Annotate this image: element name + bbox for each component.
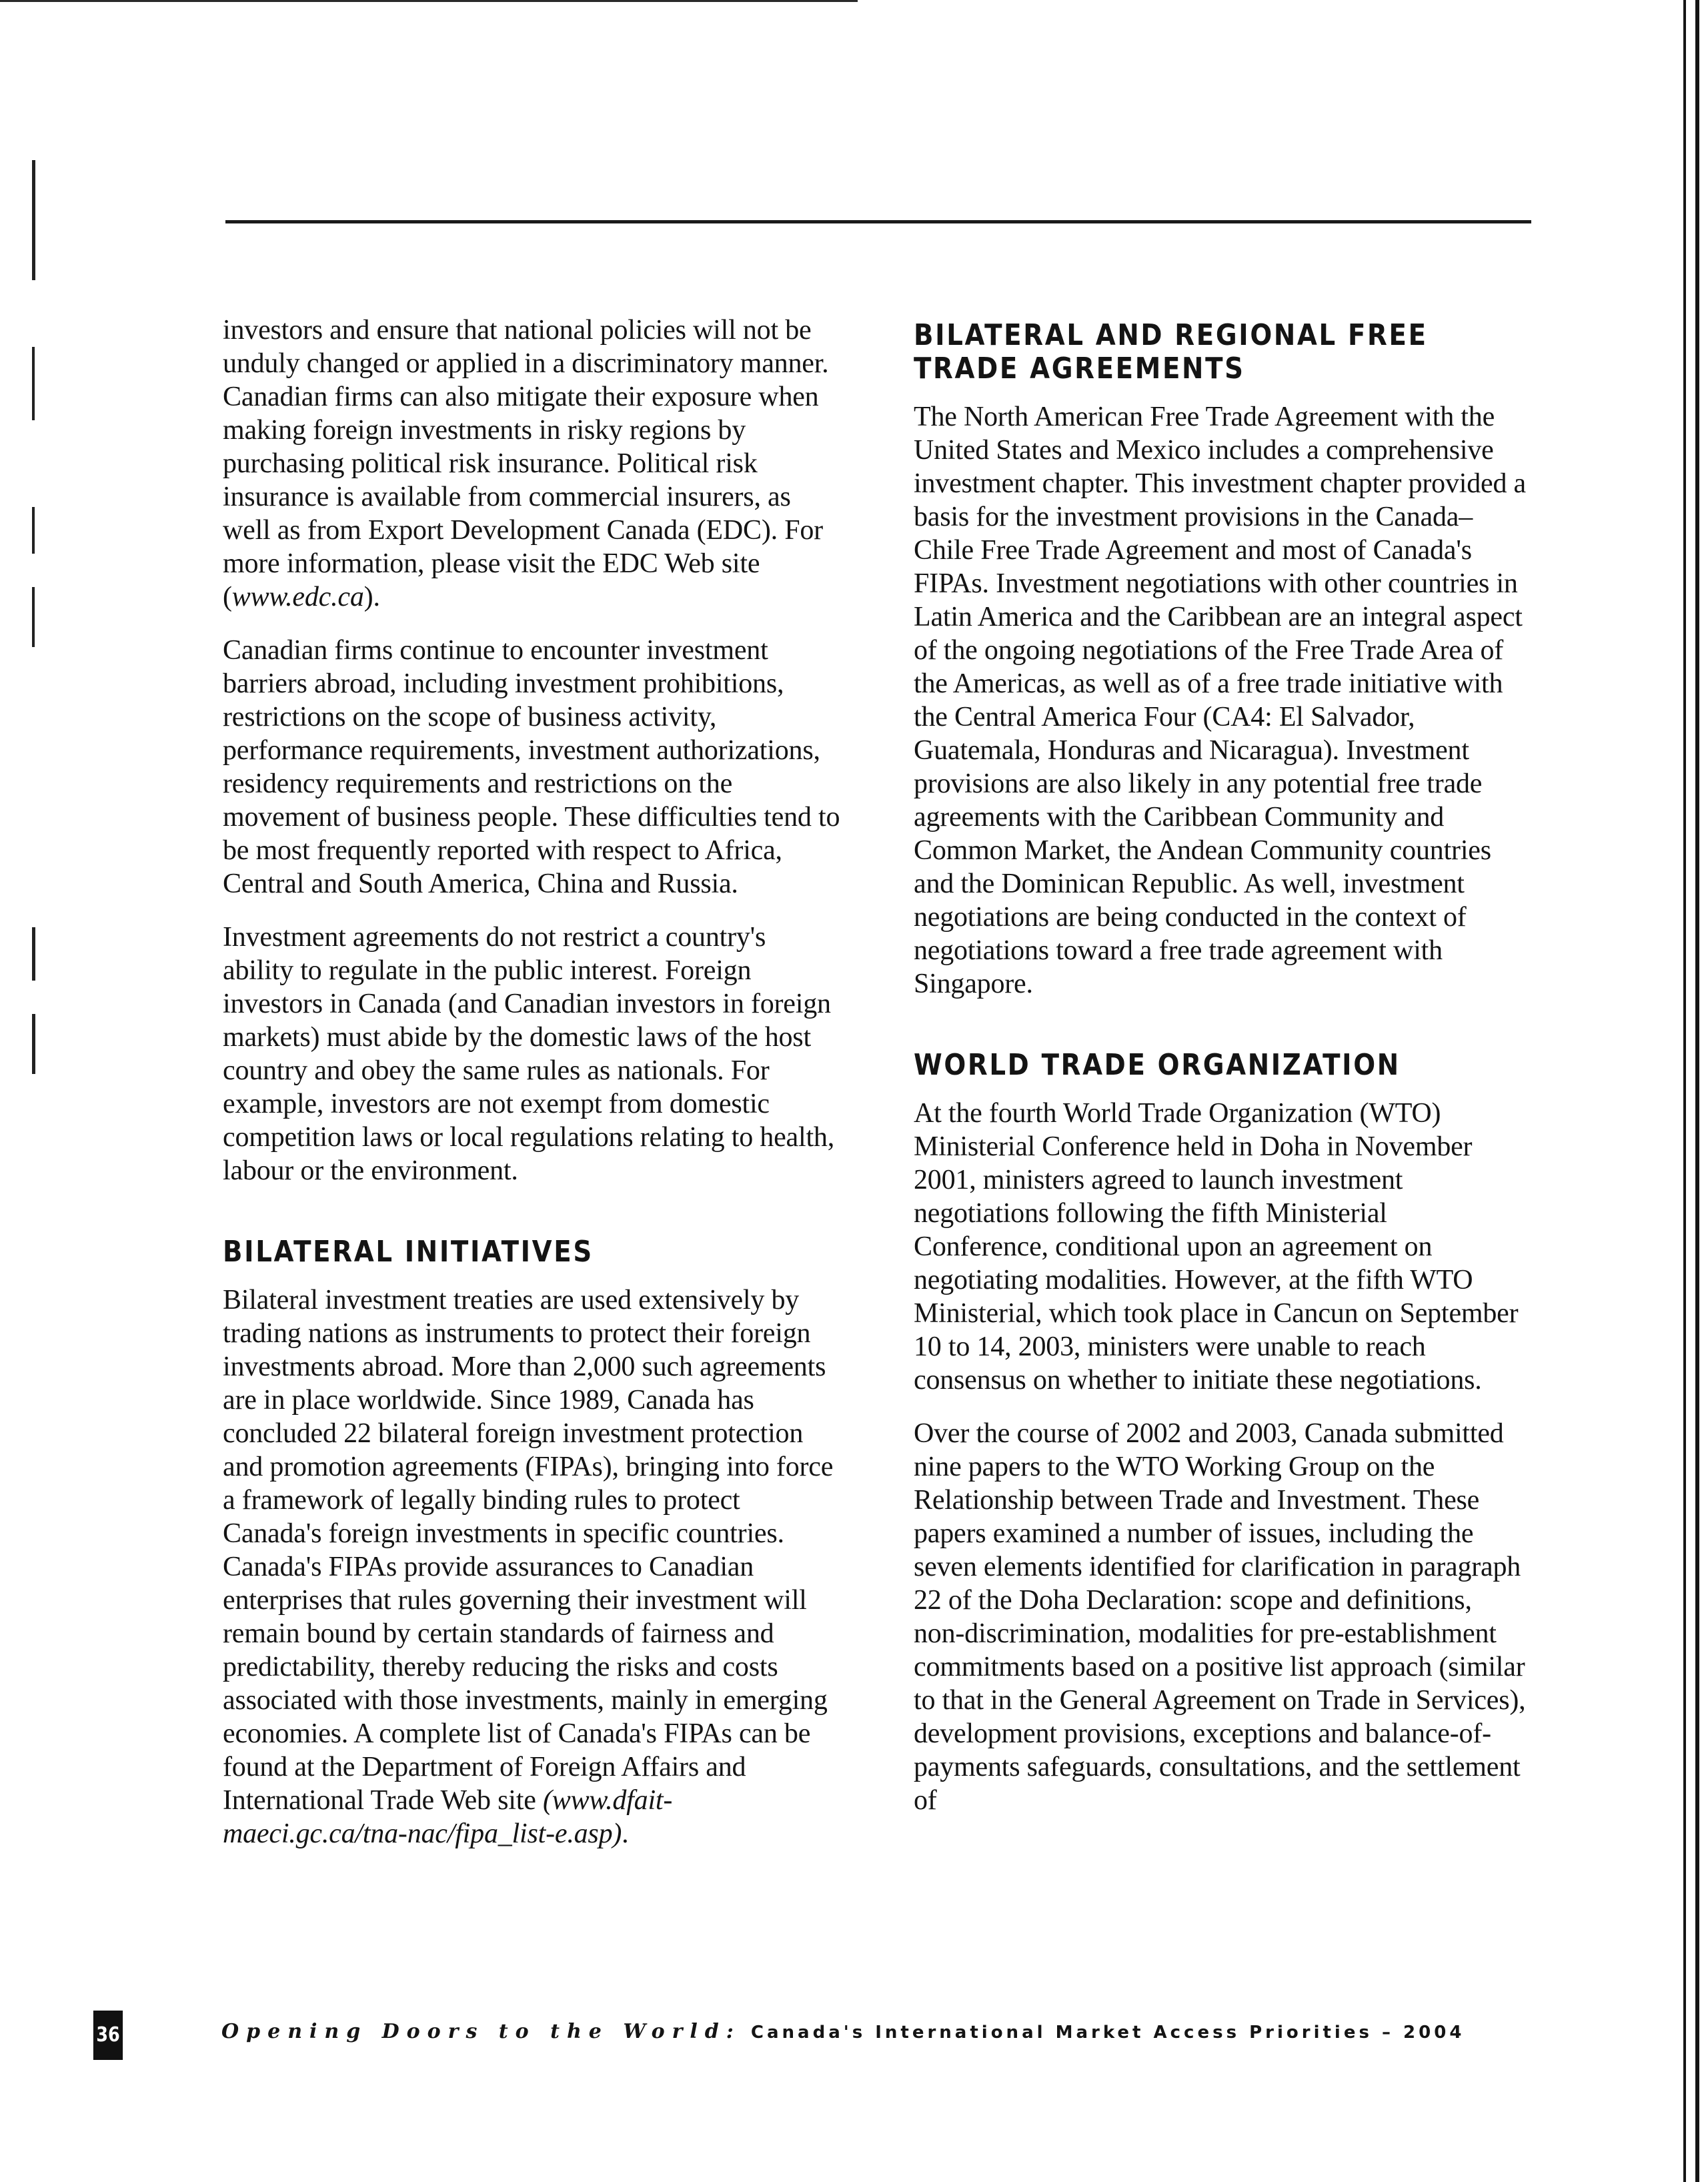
running-title-rest: Canada's International Market Access Priorities – 2004	[750, 2023, 1465, 2043]
running-title	[221, 2020, 1465, 2043]
paragraph	[223, 1283, 840, 1850]
scan-mark	[32, 160, 35, 280]
header-rule	[225, 220, 1531, 223]
page-footer	[91, 2011, 1491, 2064]
left-column	[223, 314, 840, 1870]
section-heading-wto: WORLD TRADE ORGANIZATION	[914, 1048, 1401, 1082]
page-number: 36	[93, 2011, 123, 2060]
scan-mark	[32, 927, 35, 981]
paragraph: Investment agreements do not restrict a country's ability to regulate in the public interest. Foreign investors in Canada (and Canadian investors in foreign markets) must abide by the domestic laws of the host country and obey the same rules as nationals. For example, investors are not exempt from domestic competition laws or local regulations relating to health, labour or the environment.	[223, 922, 835, 1186]
right-column	[914, 314, 1526, 1837]
paragraph-text: investors and ensure that national policies will not be unduly changed or applied in a discriminatory manner. Canadian firms can also mitigate their exposure when making foreign investments in risky regions by purchasing political risk insurance. Political risk insurance is available from commercial insurers, as well as from Export Development Canada (EDC). For more information, please visit the EDC Web	[223, 315, 829, 579]
scan-mark	[32, 347, 35, 420]
scan-mark	[32, 587, 35, 647]
scan-mark	[32, 507, 35, 554]
paragraph: The North American Free Trade Agreement with the United States and Mexico includes a comprehensive investment chapter. This investment chapter provided a basis for the investment provisions in the Canada–Chile Free Trade Agreement and most of Canada's FIPAs. Investment negotiations with other countries in Latin America and the Caribbean are an integral aspect of the ongoing negotiations of the Free Trade Area of the Americas, as well as of a free trade initiative with the Central America Four (CA4: El Salvador, Guatemala, Honduras and Nicaragua). Investment provisions are also likely in any potential free trade agreements with the Caribbean Community and Common Market, the Andean Community countries and the Dominican Republic. As well, investment negotiations are being conducted in the context of negotiations toward a free trade agreement with Singapore.	[914, 402, 1526, 999]
section-heading-free-trade: BILATERAL AND REGIONAL FREE TRADE AGREEMENTS	[914, 318, 1428, 386]
paragraph-text: .	[622, 1818, 629, 1849]
paragraph-text: ).	[363, 582, 380, 612]
edc-url: www.edc.ca	[231, 582, 364, 612]
page-edge	[1683, 0, 1686, 2182]
section-heading-bilateral-initiatives: BILATERAL INITIATIVES	[223, 1235, 594, 1269]
scan-mark	[32, 1014, 35, 1074]
paragraph	[223, 314, 840, 614]
running-title-italic: Opening Doors to the World:	[221, 2020, 741, 2043]
paragraph-text: site (	[223, 548, 760, 612]
paragraph: Canadian firms continue to encounter investment barriers abroad, including investment prohibitions, restrictions on the scope of business activity, performance requirements, investment authorizations, residency requirements and restrictions on the movement of business people. These difficulties tend to be most frequently reported with respect to Africa, Central and South America, China and Russia.	[223, 635, 840, 899]
paragraph: At the fourth World Trade Organization (WTO) Ministerial Conference held in Doha in November 2001, ministers agreed to launch investment negotiations following the fifth Ministerial Conference, conditional upon an agreement on negotiating modalities. However, at the fifth WTO Ministerial, which took place in Cancun on September 10 to 14, 2003, ministers were unable to reach consensus on whether to initiate these negotiations.	[914, 1098, 1519, 1396]
page-edge	[1695, 0, 1699, 2182]
scan-edge-top	[0, 0, 858, 2]
paragraph: Over the course of 2002 and 2003, Canada submitted nine papers to the WTO Working Group on the Relationship between Trade and Investment. These papers examined a number of issues, including the seven elements identified for clarification in paragraph 22 of the Doha Declaration: scope and definitions, non-discrimination, modalities for pre-establishment commitments based on a positive list approach (similar to that in the General Agreement on Trade in Services), development provisions, exceptions and balance-of-payments safeguards, consultations, and the settlement of	[914, 1418, 1526, 1816]
paragraph-text: Bilateral investment treaties are used extensively by trading nations as instruments to protect their foreign investments abroad. More than 2,000 such agreements are in place worldwide. Since 1989, Canada has concluded 22 bilateral foreign investment protection and promotion agreements (FIPAs), bringing into force a framework of legally binding rules to protect Canada's foreign investments in specific countries. Canada's FIPAs provide assurances to Canadian enterprises that rules governing their investment will remain bound by certain standards of fairness and predictability, thereby reducing the risks and costs associated with those investments, mainly in emerging economies. A complete list of Canada's FIPAs can be found at the Department of Foreign Affairs and International Trade Web site	[223, 1285, 834, 1816]
fipa-url: (www.dfait-maeci.gc.ca/tna-nac/fipa_list-e.asp)	[223, 1785, 673, 1849]
